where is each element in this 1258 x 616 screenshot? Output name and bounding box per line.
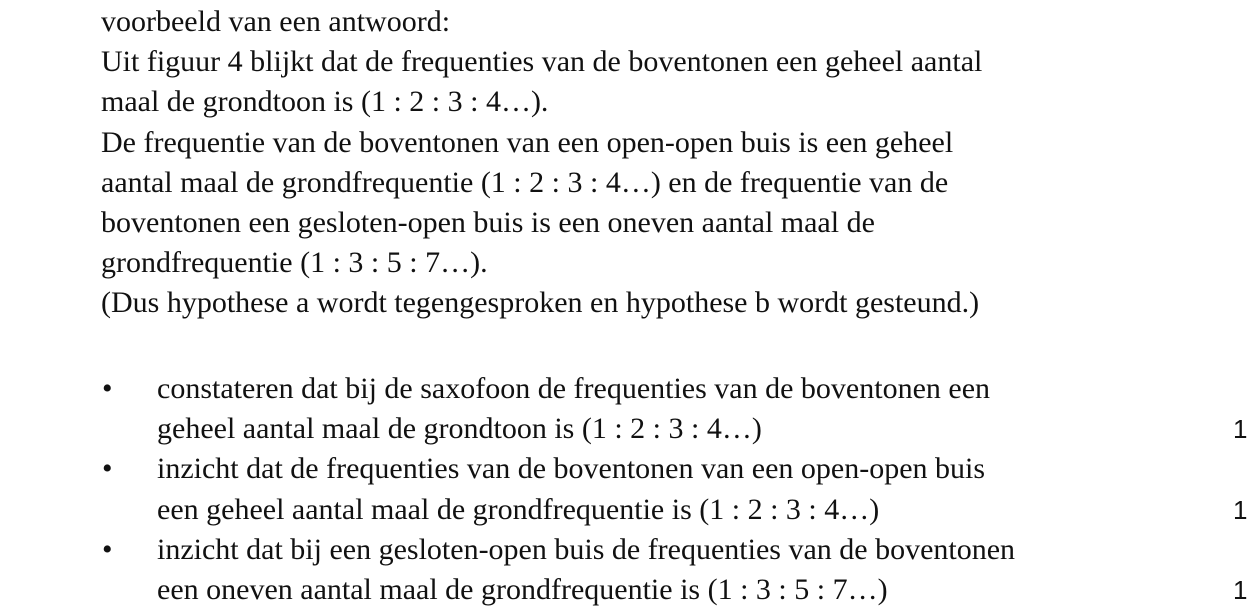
answer-line: boventonen een gesloten-open buis is een oneven aantal maal de: [101, 206, 875, 240]
answer-line: Uit figuur 4 blijkt dat de frequenties van de boventonen een geheel aantal: [101, 45, 983, 79]
criterion-line: constateren dat bij de saxofoon de frequenties van de boventonen een: [157, 372, 991, 405]
bullet-icon: •: [102, 532, 113, 566]
answer-line: aantal maal de grondfrequentie (1 : 2 : 3 : 4…) en de frequentie van de: [101, 165, 949, 199]
criterion-line: geheel aantal maal de grondtoon is (1 : 2 : 3 : 4…): [157, 412, 762, 446]
bullet-icon: •: [102, 372, 113, 405]
criterion-line: een geheel aantal maal de grondfrequentie is (1 : 2 : 3 : 4…): [157, 492, 880, 526]
criterion-item: [0, 530, 1258, 610]
criterion-score: 1: [1233, 494, 1248, 525]
answer-line: (Dus hypothese a wordt tegengesproken en hypothese b wordt gesteund.): [101, 286, 980, 320]
criterion-line: inzicht dat bij een gesloten-open buis de frequenties van de boventonen: [157, 532, 1016, 566]
bullet-icon: •: [102, 452, 113, 486]
criterion-text: [157, 449, 985, 529]
example-answer: [101, 2, 1201, 324]
answer-line: grondfrequentie (1 : 3 : 5 : 7…).: [101, 246, 488, 280]
criterion-score: 1: [1233, 414, 1248, 445]
criterion-score: 1: [1233, 574, 1248, 605]
criterion-line: inzicht dat de frequenties van de boventonen van een open-open buis: [157, 452, 986, 486]
criterion-line: een oneven aantal maal de grondfrequentie is (1 : 3 : 5 : 7…): [157, 572, 888, 606]
criterion-item: [0, 449, 1258, 529]
criterion-text: [157, 530, 1015, 610]
answer-intro: voorbeeld van een antwoord:: [101, 5, 451, 38]
answer-line: De frequentie van de boventonen van een open-open buis is een geheel: [101, 125, 954, 159]
criterion-text: [157, 369, 990, 449]
criterion-item: [0, 369, 1258, 449]
answer-line: maal de grondtoon is (1 : 2 : 3 : 4…).: [101, 85, 549, 119]
scoring-criteria: [0, 369, 1258, 610]
